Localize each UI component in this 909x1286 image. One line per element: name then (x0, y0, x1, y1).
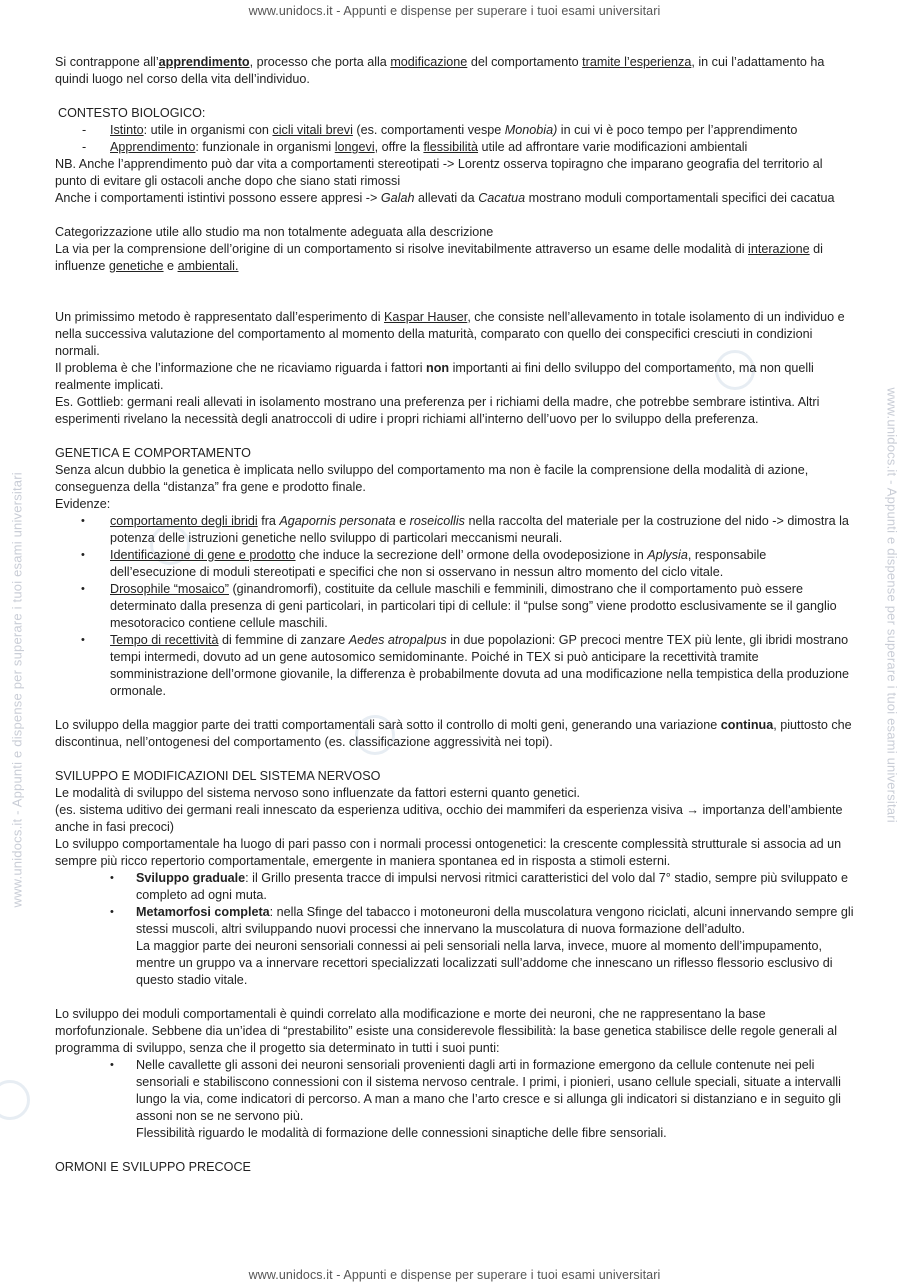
sviluppo-p1: Le modalità di sviluppo del sistema nervoso sono influenzate da fattori esterni quanto genetici. (55, 786, 581, 800)
list-item: • Drosophile “mosaico” (ginandromorfi), costituite da cellule maschili e femminili, dimostrano che il comportamento può essere determinato dalla presenza di geni particolari, in particolari tipi di cellule: il “pulse song” viene prodotto esclusivamente se il ganglio mesotoracico contiene cellule maschili. (55, 581, 855, 632)
problema-paragraph: Il problema è che l’informazione che ne ricaviamo riguarda i fattori non importanti ai fini dello sviluppo del comportamento, ma non quelli realmente implicati. (55, 361, 814, 392)
header-watermark: www.unidocs.it - Appunti e dispense per superare i tuoi esami universitari (248, 4, 661, 18)
contesto-heading: CONTESTO BIOLOGICO: (58, 106, 206, 120)
categorizzazione-paragraph: La via per la comprensione dell’origine di un comportamento si risolve inevitabilmente attraverso un esame delle modalità di interazione di influenze genetiche e ambientali. (55, 242, 823, 273)
sviluppo-p3: Lo sviluppo comportamentale ha luogo di pari passo con i normali processi ontogenetici: la crescente complessità strutturale si associa ad un sempre più ricco repertorio comportamentale, emergente in maniera spontanea ed in risposta a stimoli esterni. (55, 837, 842, 868)
list-item: - Istinto: utile in organismi con cicli vitali brevi (es. comportamenti vespe Monobia) in cui vi è poco tempo per l’apprendimento (55, 122, 855, 139)
list-item: • Tempo di recettività di femmine di zanzare Aedes atropalpus in due popolazioni: GP precoci mentre TEX più lente, gli ibridi mostrano tempi intermedi, dovuto ad un gene autosomico semidominante. Poiché in TEX si può anticipare la recettività tramite somministrazione dell’ormone giovanile, la differenza è probabilmente dovuta ad una modificazione nella tempistica della produzione ormonale. (55, 632, 855, 700)
list-item: - Apprendimento: funzionale in organismi longevi, offre la flessibilità utile ad affrontare varie modificazioni ambientali (55, 139, 855, 156)
anche-paragraph: Anche i comportamenti istintivi possono essere appresi -> Galah allevati da Cacatua mostrano moduli comportamentali specifici dei cacatua (55, 191, 835, 205)
watermark-logo-icon (0, 1080, 30, 1120)
document-body (55, 54, 855, 1176)
sviluppo-list (55, 870, 855, 938)
list-item: • Nelle cavallette gli assoni dei neuroni sensoriali provenienti dagli arti in formazione emergono da cellule contenute nei peli sensoriali e stabiliscono connessioni con il sistema nervoso centrale. I primi, i pionieri, usano cellule speciali, situate a intervalli lungo la via, come indicatori di percorso. A man a mano che l’arto cresce e si allunga gli indicatori si distanziano e in seguito gli assoni non se ne servono più. (55, 1057, 855, 1125)
contesto-list (55, 122, 855, 156)
left-side-watermark: www.unidocs.it - Appunti e dispense per superare i tuoi esami universitari (9, 472, 25, 908)
gottlieb-paragraph: Es. Gottlieb: germani reali allevati in isolamento mostrano una preferenza per i richiami della madre, che potrebbe sembrare istintiva. Altri esperimenti rivelano la necessità degli anatroccoli di udire i propri richiami all’interno dell’uovo per lo sviluppo della preferenza. (55, 395, 820, 426)
list-item: • comportamento degli ibridi fra Agapornis personata e roseicollis nella raccolta del materiale per la costruzione del nido -> dimostra la potenza delle istruzioni genetiche nello sviluppo di particolari meccanismi neurali. (55, 513, 855, 547)
genetica-paragraph: Senza alcun dubbio la genetica è implicata nello sviluppo del comportamento ma non è facile la comprensione della modalità di azione, conseguenza della “distanza” fra gene e prodotto finale. (55, 463, 809, 494)
evidenze-label: Evidenze: (55, 497, 111, 511)
list-item: • Sviluppo graduale: il Grillo presenta tracce di impulsi nervosi ritmici caratteristici del volo dal 7° stadio, sempre più sviluppato e completo ad ogni muta. (55, 870, 855, 904)
intro-paragraph: Si contrappone all’apprendimento, processo che porta alla modificazione del comportamento tramite l’esperienza, in cui l’adattamento ha quindi luogo nel corso della vita dell’individuo. (55, 55, 825, 86)
flessibilita-paragraph: Flessibilità riguardo le modalità di formazione delle connessioni sinaptiche delle fibre sensoriali. (136, 1126, 667, 1140)
genetica-heading: GENETICA E COMPORTAMENTO (55, 446, 251, 460)
sviluppo-p4: Lo sviluppo dei moduli comportamentali è quindi correlato alla modificazione e morte dei neuroni, che ne rappresentano la base morfofunzionale. Sebbene dia un’idea di “prestabilito” esiste una considerevole flessibilità: la base genetica stabilisce delle regole generali al programma di sviluppo, senza che il progetto sia determinato in tutti i suoi punti: (55, 1007, 837, 1055)
list-item: • Metamorfosi completa: nella Sfinge del tabacco i motoneuroni della muscolatura vengono riciclati, alcuni innervando sempre gli stessi muscoli, altri sviluppando nuovi processi che innervano la muscolatura di nuova formazione dell’adulto. (55, 904, 855, 938)
kaspar-paragraph: Un primissimo metodo è rappresentato dall’esperimento di Kaspar Hauser, che consiste nell’allevamento in totale isolamento di un individuo e nella successiva valutazione del comportamento al momento della maturità, comparato con quello dei conspecifici cresciuti in condizioni normali. (55, 310, 845, 358)
categorizzazione-line: Categorizzazione utile allo studio ma non totalmente adeguata alla descrizione (55, 225, 494, 239)
evidenze-list (55, 513, 855, 700)
list-item: • Identificazione di gene e prodotto che induce la secrezione dell’ ormone della ovodeposizione in Aplysia, responsabile dell’esecuzione di moduli stereotipati e specifici che non si osservano in nessun altro momento del ciclo vitale. (55, 547, 855, 581)
continua-paragraph: Lo sviluppo della maggior parte dei tratti comportamentali sarà sotto il controllo di molti geni, generando una variazione continua, piuttosto che discontinua, nell’ontogenesi del comportamento (es. classificazione aggressività nei topi). (55, 718, 852, 749)
sviluppo-heading: SVILUPPO E MODIFICAZIONI DEL SISTEMA NERVOSO (55, 769, 381, 783)
sviluppo-p2: (es. sistema uditivo dei germani reali innescato da esperienza uditiva, occhio dei mammiferi da esperienza visiva → importanza dell’ambiente anche in fasi precoci) (55, 803, 843, 834)
cavallette-list (55, 1057, 855, 1125)
right-side-watermark: www.unidocs.it - Appunti e dispense per superare i tuoi esami universitari (884, 387, 900, 823)
footer-watermark: www.unidocs.it - Appunti e dispense per superare i tuoi esami universitari (248, 1268, 661, 1282)
ormoni-heading: ORMONI E SVILUPPO PRECOCE (55, 1160, 251, 1174)
nb-paragraph: NB. Anche l’apprendimento può dar vita a comportamenti stereotipati -> Lorentz osserva topiragno che imparano geografia del territorio al punto di evitare gli ostacoli anche dopo che siano stati rimossi (55, 157, 823, 188)
neuroni-sensoriali-paragraph: La maggior parte dei neuroni sensoriali connessi ai peli sensoriali nella larva, invece, muore al momento dell’impupamento, mentre un gruppo va a innervare recettori specializzati localizzati sull’addome che innescano un riflesso flessorio esclusivo di questo stadio vitale. (136, 939, 833, 987)
